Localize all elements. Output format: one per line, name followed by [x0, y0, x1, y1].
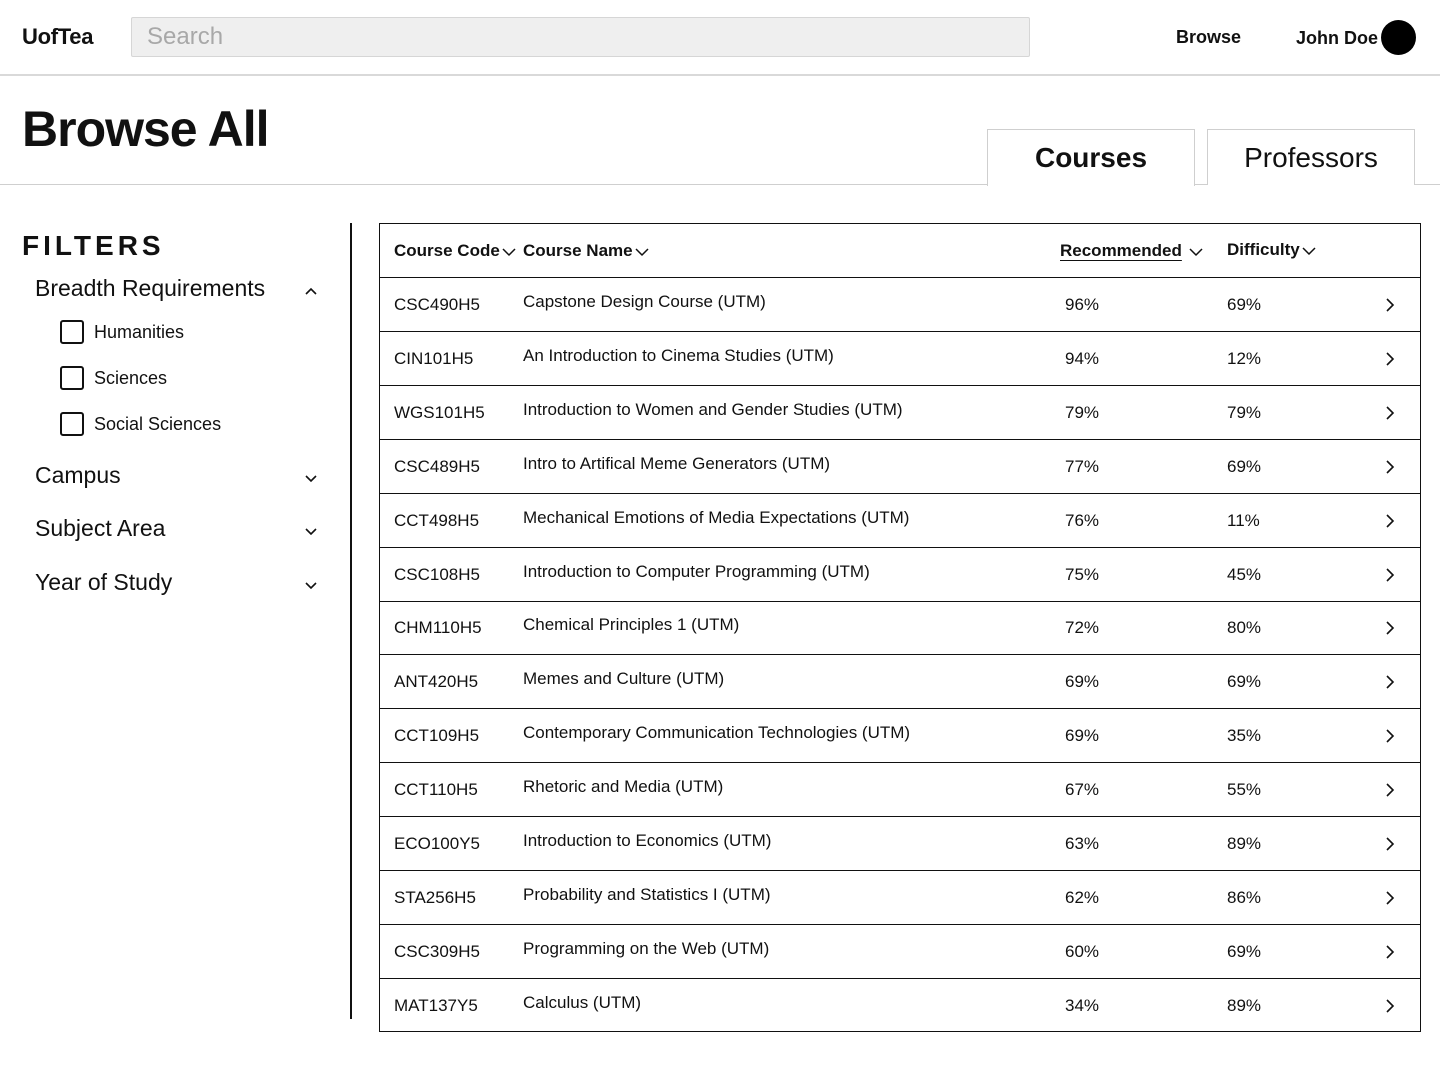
filter-subject-area[interactable] [35, 515, 325, 549]
recommended-value: 69% [1065, 672, 1100, 692]
difficulty-value: 45% [1227, 564, 1262, 584]
course-code: CHM110H5 [394, 618, 482, 638]
checkbox-box[interactable] [60, 320, 84, 344]
filter-label: Subject Area [35, 515, 166, 541]
nav-browse-link[interactable]: Browse [1176, 27, 1242, 47]
difficulty-value: 35% [1227, 726, 1262, 746]
chevron-right-icon[interactable] [1383, 297, 1397, 313]
tab-courses[interactable]: Courses [987, 129, 1195, 186]
course-name: Contemporary Communication Technologies (UTM) [523, 723, 911, 743]
brand-logo[interactable]: UofTea [22, 24, 94, 49]
difficulty-value: 69% [1227, 941, 1262, 961]
header-label: Course Code [394, 241, 500, 260]
course-code: CIN101H5 [394, 348, 474, 368]
table-row[interactable] [380, 817, 1420, 871]
filter-label: Campus [35, 462, 121, 488]
chevron-right-icon[interactable] [1383, 513, 1397, 529]
table-row[interactable] [380, 278, 1420, 332]
recommended-value: 60% [1065, 941, 1100, 961]
course-code: CSC108H5 [394, 564, 480, 584]
table-row[interactable] [380, 709, 1420, 763]
chevron-right-icon[interactable] [1383, 620, 1397, 636]
recommended-value: 79% [1065, 402, 1100, 422]
course-code: CSC489H5 [394, 456, 480, 476]
course-name: Introduction to Economics (UTM) [523, 831, 772, 850]
chevron-right-icon[interactable] [1383, 567, 1397, 583]
chevron-down-icon [303, 523, 319, 539]
course-code: ANT420H5 [394, 672, 479, 692]
table-row[interactable] [380, 925, 1420, 979]
course-code: STA256H5 [394, 887, 476, 907]
filter-campus[interactable] [35, 462, 325, 496]
table-row[interactable] [380, 655, 1420, 709]
sort-course-code[interactable] [394, 241, 516, 261]
search-input[interactable] [131, 17, 1030, 57]
course-code: MAT137Y5 [394, 995, 478, 1015]
checkbox-label: Humanities [94, 322, 185, 342]
checkbox-label: Social Sciences [94, 414, 222, 434]
recommended-value: 34% [1065, 995, 1100, 1015]
header-label: Course Name [523, 241, 633, 260]
course-code: CSC309H5 [394, 941, 480, 961]
course-name: Capstone Design Course (UTM) [523, 292, 766, 311]
course-code: CCT498H5 [394, 510, 480, 530]
chevron-down-icon [1302, 246, 1316, 256]
chevron-down-icon [1189, 247, 1203, 257]
table-row[interactable] [380, 601, 1420, 655]
difficulty-value: 69% [1227, 295, 1262, 314]
header-label: Difficulty [1227, 240, 1300, 259]
chevron-right-icon[interactable] [1383, 728, 1397, 744]
sidebar-divider [350, 223, 352, 1019]
chevron-up-icon [303, 283, 319, 299]
courses-table [379, 223, 1421, 1032]
chevron-down-icon [303, 577, 319, 593]
recommended-value: 67% [1065, 780, 1100, 800]
difficulty-value: 69% [1227, 672, 1262, 692]
difficulty-value: 69% [1227, 456, 1262, 476]
table-row[interactable] [380, 494, 1420, 548]
filter-label: Breadth Requirements [35, 275, 266, 301]
difficulty-value: 12% [1227, 348, 1262, 368]
recommended-value: 94% [1065, 348, 1100, 368]
course-name: Programming on the Web (UTM) [523, 938, 770, 958]
course-code: WGS101H5 [394, 402, 485, 422]
recommended-value: 72% [1065, 618, 1100, 638]
difficulty-value: 80% [1227, 618, 1262, 638]
chevron-down-icon [635, 247, 649, 257]
sort-course-name[interactable] [523, 241, 649, 261]
course-code: CCT109H5 [394, 726, 480, 746]
avatar[interactable] [1381, 20, 1416, 55]
recommended-value: 75% [1065, 564, 1100, 584]
course-code: CCT110H5 [394, 780, 478, 800]
course-code: CSC490H5 [394, 295, 480, 314]
recommended-value: 77% [1065, 456, 1100, 476]
table-header [380, 224, 1420, 278]
course-name: Probability and Statistics I (UTM) [523, 884, 771, 904]
difficulty-value: 86% [1227, 887, 1262, 907]
chevron-right-icon[interactable] [1383, 944, 1397, 960]
table-row[interactable] [380, 440, 1420, 494]
recommended-value: 76% [1065, 510, 1100, 530]
chevron-right-icon[interactable] [1383, 674, 1397, 690]
course-code: ECO100Y5 [394, 834, 480, 853]
recommended-value: 63% [1065, 834, 1100, 853]
course-name: Intro to Artifical Meme Generators (UTM) [523, 453, 831, 473]
table-row[interactable] [380, 763, 1420, 817]
table-row[interactable] [380, 548, 1420, 602]
filters-title: FILTERS [22, 230, 165, 261]
filter-year-of-study[interactable] [35, 569, 325, 603]
course-name: Chemical Principles 1 (UTM) [523, 615, 740, 635]
chevron-down-icon [303, 470, 319, 486]
filter-breadth-requirements[interactable] [35, 275, 325, 309]
course-name: Mechanical Emotions of Media Expectations (UTM) [523, 507, 910, 527]
recommended-value: 96% [1065, 295, 1100, 314]
sort-recommended[interactable] [1060, 241, 1203, 261]
difficulty-value: 11% [1227, 510, 1260, 530]
table-row[interactable] [380, 386, 1420, 440]
chevron-right-icon[interactable] [1383, 459, 1397, 475]
tab-professors[interactable]: Professors [1207, 129, 1415, 185]
difficulty-value: 55% [1227, 780, 1262, 800]
checkbox-box[interactable] [60, 366, 84, 390]
table-row[interactable] [380, 332, 1420, 386]
difficulty-value: 89% [1227, 995, 1262, 1015]
recommended-value: 69% [1065, 726, 1100, 746]
course-name: Memes and Culture (UTM) [523, 669, 725, 689]
chevron-right-icon[interactable] [1383, 998, 1397, 1014]
course-name: Calculus (UTM) [523, 992, 642, 1012]
table-row[interactable] [380, 979, 1420, 1033]
checkbox-label: Sciences [94, 368, 168, 388]
checkbox-box[interactable] [60, 412, 84, 436]
sort-difficulty[interactable] [1227, 240, 1316, 260]
page-title: Browse All [22, 101, 269, 157]
chevron-right-icon[interactable] [1383, 351, 1397, 367]
chevron-right-icon[interactable] [1383, 890, 1397, 906]
chevron-right-icon[interactable] [1383, 836, 1397, 852]
chevron-right-icon[interactable] [1383, 782, 1397, 798]
course-name: Rhetoric and Media (UTM) [523, 777, 724, 797]
top-bar [0, 0, 1440, 76]
course-name: Introduction to Computer Programming (UTM) [523, 561, 870, 581]
difficulty-value: 79% [1227, 402, 1262, 422]
chevron-right-icon[interactable] [1383, 405, 1397, 421]
recommended-value: 62% [1065, 887, 1100, 907]
chevron-down-icon [502, 247, 516, 257]
table-row[interactable] [380, 871, 1420, 925]
course-name: An Introduction to Cinema Studies (UTM) [523, 345, 834, 365]
header-label: Recommended [1060, 241, 1182, 260]
course-name: Introduction to Women and Gender Studies (UTM) [523, 399, 903, 419]
filter-label: Year of Study [35, 569, 173, 595]
user-name[interactable]: John Doe [1296, 28, 1379, 48]
difficulty-value: 89% [1227, 834, 1262, 853]
